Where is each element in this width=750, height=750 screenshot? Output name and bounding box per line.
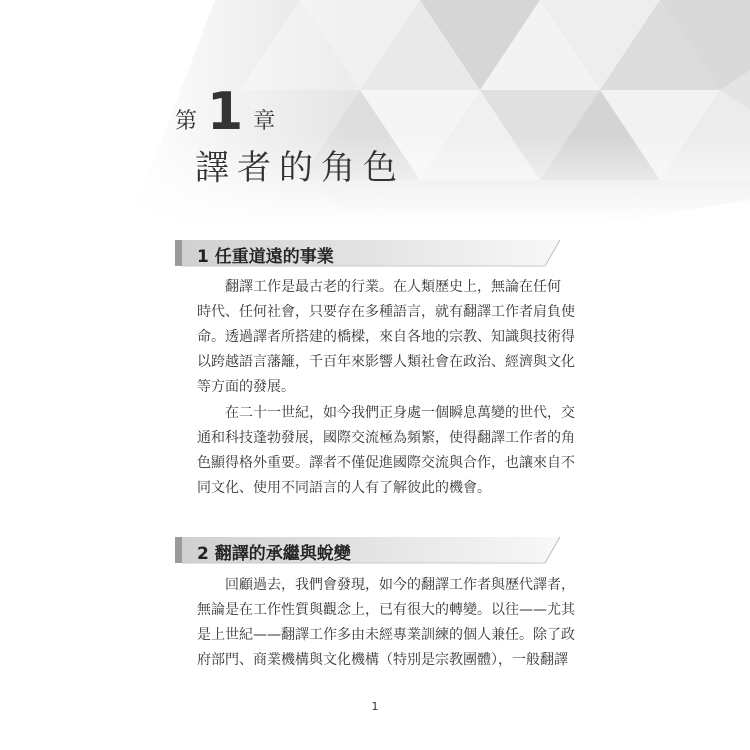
- section-title-2: 2 翻譯的承繼與蛻變: [197, 544, 351, 564]
- paragraph-2: [197, 401, 577, 501]
- chapter-label: [175, 80, 275, 140]
- paragraph-1: [197, 275, 577, 400]
- text-line: 通和科技蓬勃發展，國際交流極為頻繁，使得翻譯工作者的角: [197, 430, 575, 446]
- text-line: 命。透過譯者所搭建的橋樑，來自各地的宗教、知識與技術得: [197, 329, 575, 345]
- text-line: 色顯得格外重要。譯者不僅促進國際交流與合作，也讓來自不: [197, 455, 575, 471]
- section-heading-1: [175, 238, 575, 268]
- text-line: 無論是在工作性質與觀念上，已有很大的轉變。以往——尤其: [197, 602, 575, 618]
- chapter-word-before: 第: [175, 109, 198, 134]
- chapter-word-after: 章: [253, 109, 276, 134]
- text-line: 時代、任何社會，只要存在多種語言，就有翻譯工作者肩負使: [197, 304, 575, 320]
- section-title-1: 1 任重道遠的事業: [197, 247, 334, 267]
- text-line: 等方面的發展。: [197, 379, 295, 395]
- chapter-number: 1: [207, 82, 244, 142]
- page-number: 1: [371, 700, 379, 713]
- text-line: 以跨越語言藩籬，千百年來影響人類社會在政治、經濟與文化: [197, 354, 575, 370]
- text-line: 是上世紀——翻譯工作多由未經專業訓練的個人兼任。除了政: [197, 627, 575, 643]
- text-line: 回顧過去，我們會發現，如今的翻譯工作者與歷代譯者，: [225, 577, 575, 593]
- section-heading-2: [175, 535, 575, 565]
- text-line: 在二十一世紀，如今我們正身處一個瞬息萬變的世代，交: [225, 405, 575, 421]
- text-line: 同文化、使用不同語言的人有了解彼此的機會。: [197, 480, 491, 496]
- paragraph-3: [197, 573, 577, 673]
- chapter-title: 譯者的角色: [195, 148, 405, 188]
- text-line: 府部門、商業機構與文化機構（特別是宗教團體），一般翻譯: [197, 652, 568, 668]
- text-line: 翻譯工作是最古老的行業。在人類歷史上，無論在任何: [225, 279, 561, 295]
- header-background-art: [0, 0, 750, 230]
